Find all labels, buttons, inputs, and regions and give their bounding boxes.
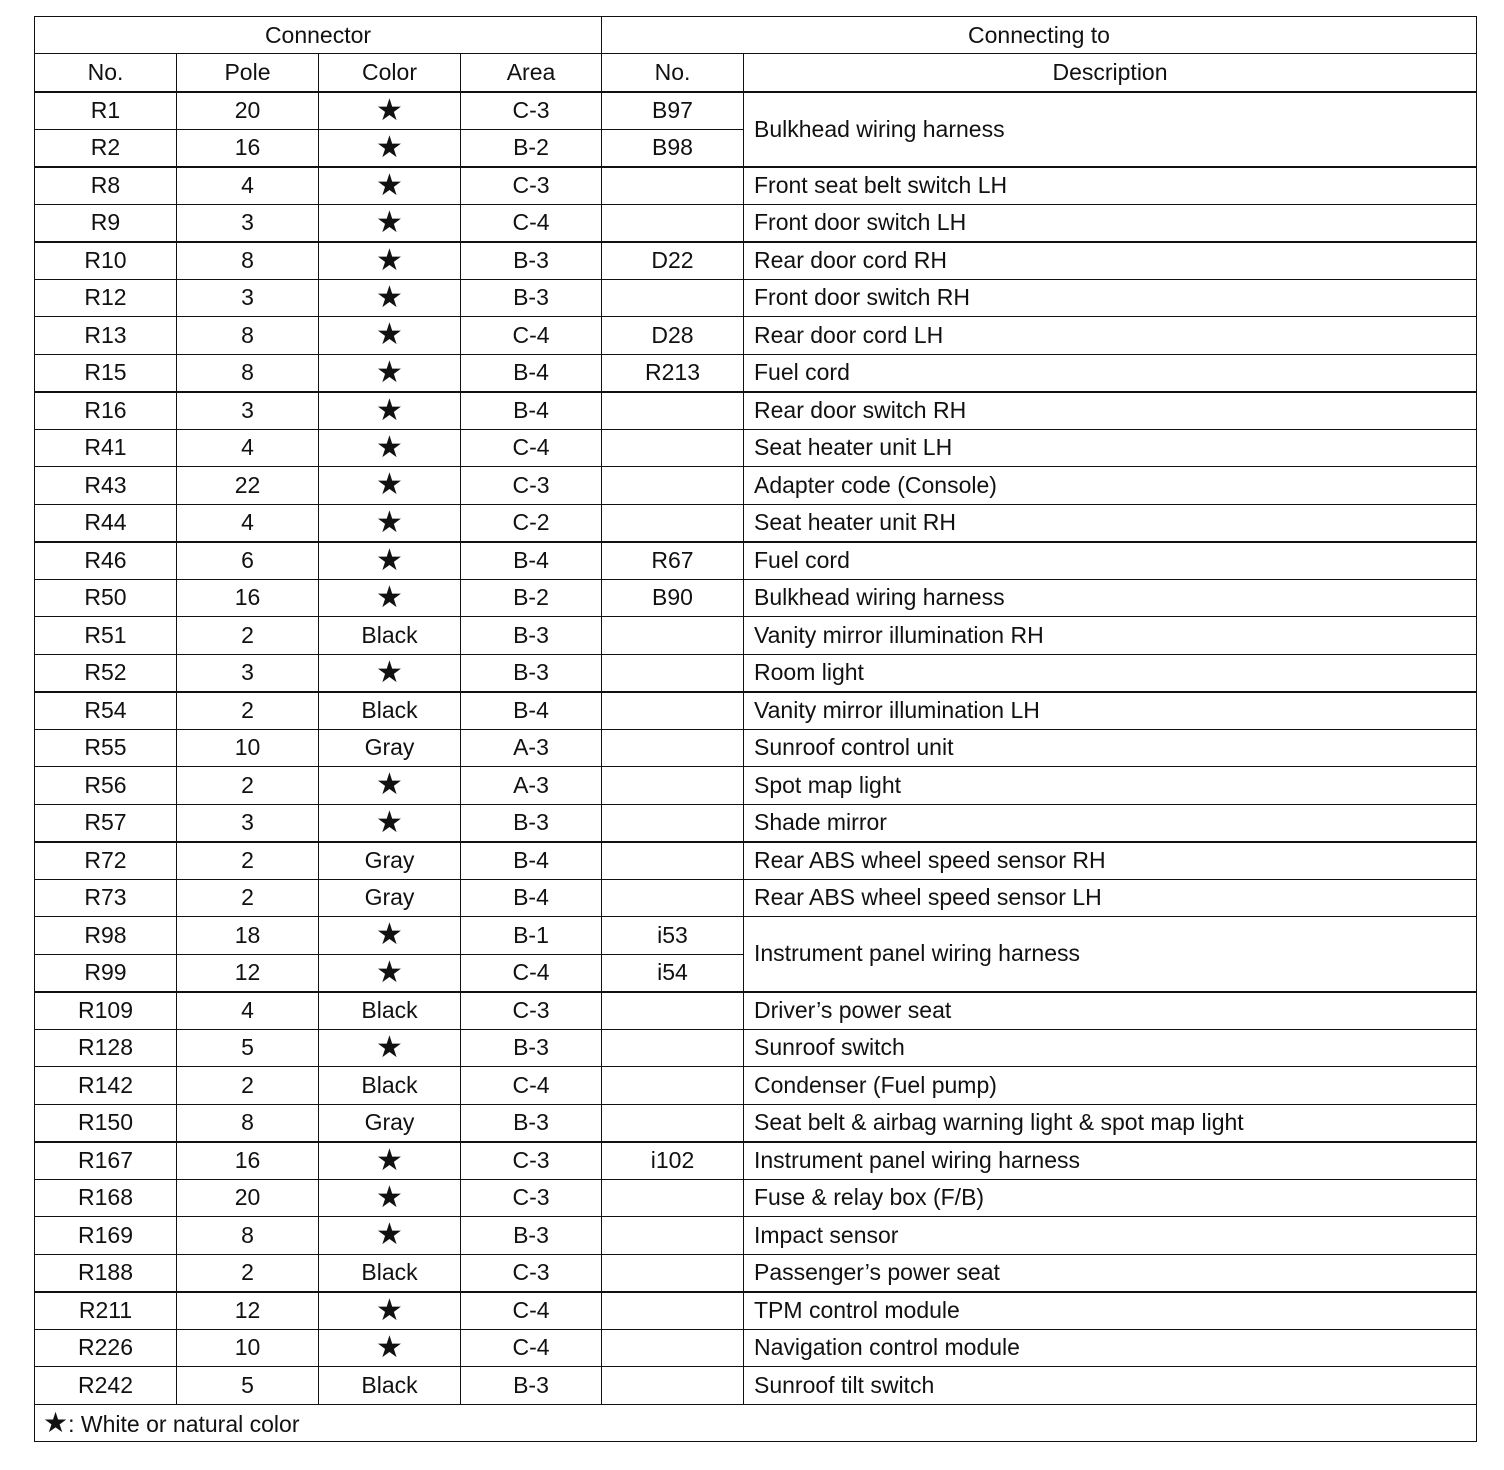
cell-pole: 22 (177, 467, 319, 505)
star-icon: ★ (319, 917, 461, 955)
cell-description: Front door switch RH (744, 279, 1477, 317)
cell-connecting-no: D28 (602, 317, 744, 355)
cell-pole: 2 (177, 842, 319, 880)
cell-connecting-no (602, 1104, 744, 1142)
cell-area: C-3 (461, 467, 602, 505)
table-row (35, 204, 1477, 242)
cell-area: C-3 (461, 92, 602, 130)
cell-connector-no: R109 (35, 992, 177, 1030)
footnote (35, 1405, 1477, 1442)
cell-area: C-4 (461, 429, 602, 467)
cell-connector-no: R43 (35, 467, 177, 505)
table-row (35, 354, 1477, 392)
cell-connector-no: R51 (35, 617, 177, 655)
cell-connector-no: R15 (35, 354, 177, 392)
cell-connecting-no (602, 804, 744, 842)
cell-area: B-4 (461, 879, 602, 917)
star-icon: ★ (319, 354, 461, 392)
cell-description: Sunroof control unit (744, 729, 1477, 767)
cell-connecting-no (602, 729, 744, 767)
cell-description: Spot map light (744, 767, 1477, 805)
table-row (35, 579, 1477, 617)
table-row (35, 1142, 1477, 1180)
cell-area: C-2 (461, 504, 602, 542)
cell-connecting-no (602, 842, 744, 880)
cell-pole: 2 (177, 1067, 319, 1105)
table-row (35, 1067, 1477, 1105)
cell-connector-no: R10 (35, 242, 177, 280)
cell-connector-no: R72 (35, 842, 177, 880)
cell-connecting-no: B98 (602, 129, 744, 167)
cell-pole: 2 (177, 879, 319, 917)
star-icon: ★ (43, 1406, 69, 1438)
star-icon: ★ (319, 1029, 461, 1067)
cell-connecting-no (602, 1329, 744, 1367)
cell-area: B-3 (461, 279, 602, 317)
cell-description: Seat heater unit LH (744, 429, 1477, 467)
column-header-description: Description (744, 54, 1477, 92)
cell-connector-no: R128 (35, 1029, 177, 1067)
cell-area: B-3 (461, 654, 602, 692)
star-icon: ★ (319, 279, 461, 317)
cell-area: B-4 (461, 542, 602, 580)
cell-connector-no: R9 (35, 204, 177, 242)
cell-description: Fuel cord (744, 354, 1477, 392)
cell-connecting-no: i102 (602, 1142, 744, 1180)
cell-connector-no: R52 (35, 654, 177, 692)
cell-area: B-3 (461, 1367, 602, 1405)
table-row (35, 467, 1477, 505)
cell-pole: 20 (177, 92, 319, 130)
cell-area: C-4 (461, 317, 602, 355)
star-icon: ★ (319, 129, 461, 167)
cell-connecting-no (602, 1367, 744, 1405)
cell-pole: 4 (177, 429, 319, 467)
cell-area: B-2 (461, 579, 602, 617)
cell-pole: 4 (177, 504, 319, 542)
cell-color: Gray (319, 842, 461, 880)
cell-area: C-3 (461, 1179, 602, 1217)
cell-pole: 12 (177, 1292, 319, 1330)
cell-connecting-no (602, 1179, 744, 1217)
star-icon: ★ (319, 242, 461, 280)
cell-connecting-no (602, 204, 744, 242)
cell-pole: 16 (177, 129, 319, 167)
cell-pole: 4 (177, 992, 319, 1030)
table-row (35, 542, 1477, 580)
cell-area: B-3 (461, 1217, 602, 1255)
cell-connector-no: R142 (35, 1067, 177, 1105)
cell-color: Black (319, 1367, 461, 1405)
table-row (35, 167, 1477, 205)
table-row (35, 617, 1477, 655)
cell-description: Sunroof tilt switch (744, 1367, 1477, 1405)
cell-description: Sunroof switch (744, 1029, 1477, 1067)
table-row (35, 317, 1477, 355)
cell-area: B-4 (461, 692, 602, 730)
cell-connector-no: R50 (35, 579, 177, 617)
cell-connecting-no (602, 617, 744, 655)
cell-area: B-3 (461, 1104, 602, 1142)
cell-connecting-no: B90 (602, 579, 744, 617)
cell-color: Gray (319, 729, 461, 767)
cell-pole: 10 (177, 1329, 319, 1367)
cell-description: Instrument panel wiring harness (744, 1142, 1477, 1180)
star-icon: ★ (319, 1217, 461, 1255)
cell-connector-no: R167 (35, 1142, 177, 1180)
table-row (35, 242, 1477, 280)
cell-pole: 18 (177, 917, 319, 955)
star-icon: ★ (319, 1329, 461, 1367)
cell-area: C-4 (461, 204, 602, 242)
cell-connector-no: R99 (35, 954, 177, 992)
connector-table (34, 16, 1477, 1442)
cell-connecting-no (602, 879, 744, 917)
cell-description: Rear ABS wheel speed sensor RH (744, 842, 1477, 880)
cell-pole: 6 (177, 542, 319, 580)
cell-color: Black (319, 617, 461, 655)
cell-pole: 20 (177, 1179, 319, 1217)
star-icon: ★ (319, 654, 461, 692)
cell-pole: 12 (177, 954, 319, 992)
cell-area: C-4 (461, 954, 602, 992)
table-row (35, 767, 1477, 805)
cell-area: C-4 (461, 1292, 602, 1330)
cell-connecting-no: i54 (602, 954, 744, 992)
table-row (35, 504, 1477, 542)
table-row (35, 992, 1477, 1030)
cell-description: Seat belt & airbag warning light & spot map light (744, 1104, 1477, 1142)
table-row (35, 429, 1477, 467)
cell-description: Rear door cord LH (744, 317, 1477, 355)
cell-description: Fuel cord (744, 542, 1477, 580)
column-header-connecting-no: No. (602, 54, 744, 92)
table-row (35, 1217, 1477, 1255)
table-row (35, 279, 1477, 317)
cell-area: B-4 (461, 392, 602, 430)
cell-color: Black (319, 1254, 461, 1292)
cell-connector-no: R2 (35, 129, 177, 167)
star-icon: ★ (319, 467, 461, 505)
cell-pole: 8 (177, 354, 319, 392)
table-row (35, 729, 1477, 767)
star-icon: ★ (319, 1142, 461, 1180)
cell-connecting-no (602, 692, 744, 730)
table-row (35, 879, 1477, 917)
cell-description: Navigation control module (744, 1329, 1477, 1367)
cell-connector-no: R57 (35, 804, 177, 842)
star-icon: ★ (319, 504, 461, 542)
cell-pole: 2 (177, 1254, 319, 1292)
cell-connecting-no (602, 767, 744, 805)
cell-connecting-no (602, 992, 744, 1030)
star-icon: ★ (319, 167, 461, 205)
star-icon: ★ (319, 429, 461, 467)
table-row (35, 392, 1477, 430)
cell-description: Condenser (Fuel pump) (744, 1067, 1477, 1105)
cell-description: Vanity mirror illumination RH (744, 617, 1477, 655)
cell-color: Black (319, 692, 461, 730)
cell-description: Front door switch LH (744, 204, 1477, 242)
table-row (35, 654, 1477, 692)
cell-pole: 3 (177, 804, 319, 842)
cell-connector-no: R150 (35, 1104, 177, 1142)
cell-description: Rear ABS wheel speed sensor LH (744, 879, 1477, 917)
cell-connecting-no (602, 1067, 744, 1105)
cell-connector-no: R8 (35, 167, 177, 205)
cell-color: Black (319, 1067, 461, 1105)
cell-pole: 16 (177, 579, 319, 617)
cell-description: Bulkhead wiring harness (744, 92, 1477, 167)
star-icon: ★ (319, 804, 461, 842)
table-body (35, 92, 1477, 1405)
column-header-area: Area (461, 54, 602, 92)
cell-pole: 8 (177, 1217, 319, 1255)
cell-pole: 2 (177, 767, 319, 805)
cell-connecting-no (602, 504, 744, 542)
cell-connector-no: R12 (35, 279, 177, 317)
cell-pole: 4 (177, 167, 319, 205)
footnote-text: : White or natural color (68, 1410, 300, 1437)
table-row (35, 804, 1477, 842)
cell-connector-no: R44 (35, 504, 177, 542)
cell-area: B-3 (461, 617, 602, 655)
table-row (35, 1329, 1477, 1367)
cell-connecting-no (602, 1217, 744, 1255)
star-icon: ★ (319, 954, 461, 992)
connecting-to-group-header: Connecting to (602, 17, 1477, 54)
cell-connecting-no: R213 (602, 354, 744, 392)
cell-area: B-4 (461, 842, 602, 880)
cell-area: A-3 (461, 729, 602, 767)
cell-connecting-no (602, 1254, 744, 1292)
cell-color: Gray (319, 1104, 461, 1142)
cell-connecting-no (602, 1029, 744, 1067)
cell-description: Shade mirror (744, 804, 1477, 842)
cell-connecting-no: i53 (602, 917, 744, 955)
cell-description: Impact sensor (744, 1217, 1477, 1255)
cell-area: C-3 (461, 1142, 602, 1180)
cell-description: Driver’s power seat (744, 992, 1477, 1030)
cell-area: B-3 (461, 242, 602, 280)
cell-description: Room light (744, 654, 1477, 692)
cell-connector-no: R169 (35, 1217, 177, 1255)
cell-area: A-3 (461, 767, 602, 805)
cell-connector-no: R41 (35, 429, 177, 467)
cell-connector-no: R13 (35, 317, 177, 355)
cell-pole: 3 (177, 654, 319, 692)
table-row (35, 1104, 1477, 1142)
cell-connector-no: R226 (35, 1329, 177, 1367)
cell-connecting-no (602, 429, 744, 467)
cell-connecting-no (602, 392, 744, 430)
cell-area: C-4 (461, 1329, 602, 1367)
cell-area: B-2 (461, 129, 602, 167)
star-icon: ★ (319, 317, 461, 355)
table-row (35, 1254, 1477, 1292)
connector-group-header: Connector (35, 17, 602, 54)
column-header-color: Color (319, 54, 461, 92)
star-icon: ★ (319, 392, 461, 430)
star-icon: ★ (319, 1292, 461, 1330)
cell-connector-no: R54 (35, 692, 177, 730)
cell-pole: 8 (177, 317, 319, 355)
cell-description: Instrument panel wiring harness (744, 917, 1477, 992)
cell-area: B-3 (461, 1029, 602, 1067)
cell-pole: 5 (177, 1029, 319, 1067)
cell-connecting-no (602, 167, 744, 205)
cell-description: TPM control module (744, 1292, 1477, 1330)
cell-connecting-no (602, 1292, 744, 1330)
cell-area: C-3 (461, 1254, 602, 1292)
column-header-pole: Pole (177, 54, 319, 92)
star-icon: ★ (319, 579, 461, 617)
cell-connector-no: R168 (35, 1179, 177, 1217)
cell-pole: 3 (177, 204, 319, 242)
cell-description: Rear door cord RH (744, 242, 1477, 280)
cell-description: Vanity mirror illumination LH (744, 692, 1477, 730)
table-row (35, 1367, 1477, 1405)
cell-connector-no: R188 (35, 1254, 177, 1292)
cell-description: Rear door switch RH (744, 392, 1477, 430)
cell-connector-no: R242 (35, 1367, 177, 1405)
cell-description: Front seat belt switch LH (744, 167, 1477, 205)
cell-connecting-no: R67 (602, 542, 744, 580)
star-icon: ★ (319, 542, 461, 580)
cell-connector-no: R1 (35, 92, 177, 130)
column-header-no: No. (35, 54, 177, 92)
cell-pole: 16 (177, 1142, 319, 1180)
cell-description: Adapter code (Console) (744, 467, 1477, 505)
cell-connector-no: R55 (35, 729, 177, 767)
cell-description: Bulkhead wiring harness (744, 579, 1477, 617)
table-row (35, 842, 1477, 880)
cell-color: Gray (319, 879, 461, 917)
cell-connector-no: R56 (35, 767, 177, 805)
cell-connector-no: R73 (35, 879, 177, 917)
cell-pole: 3 (177, 279, 319, 317)
cell-connecting-no (602, 654, 744, 692)
cell-connecting-no: B97 (602, 92, 744, 130)
star-icon: ★ (319, 204, 461, 242)
cell-connecting-no (602, 279, 744, 317)
cell-connecting-no (602, 467, 744, 505)
cell-area: C-4 (461, 1067, 602, 1105)
cell-pole: 2 (177, 692, 319, 730)
cell-pole: 10 (177, 729, 319, 767)
cell-color: Black (319, 992, 461, 1030)
cell-description: Seat heater unit RH (744, 504, 1477, 542)
cell-connecting-no: D22 (602, 242, 744, 280)
cell-connector-no: R46 (35, 542, 177, 580)
star-icon: ★ (319, 1179, 461, 1217)
star-icon: ★ (319, 767, 461, 805)
cell-pole: 8 (177, 1104, 319, 1142)
cell-pole: 8 (177, 242, 319, 280)
cell-connector-no: R98 (35, 917, 177, 955)
table-row (35, 917, 1477, 955)
cell-area: C-3 (461, 992, 602, 1030)
table-row (35, 692, 1477, 730)
cell-description: Fuse & relay box (F/B) (744, 1179, 1477, 1217)
cell-area: B-4 (461, 354, 602, 392)
table-row (35, 92, 1477, 130)
table-row (35, 1179, 1477, 1217)
cell-area: B-1 (461, 917, 602, 955)
cell-description: Passenger’s power seat (744, 1254, 1477, 1292)
cell-area: C-3 (461, 167, 602, 205)
cell-connector-no: R211 (35, 1292, 177, 1330)
table-row (35, 1029, 1477, 1067)
cell-pole: 3 (177, 392, 319, 430)
cell-connector-no: R16 (35, 392, 177, 430)
cell-pole: 2 (177, 617, 319, 655)
cell-pole: 5 (177, 1367, 319, 1405)
star-icon: ★ (319, 92, 461, 130)
table-row (35, 1292, 1477, 1330)
cell-area: B-3 (461, 804, 602, 842)
